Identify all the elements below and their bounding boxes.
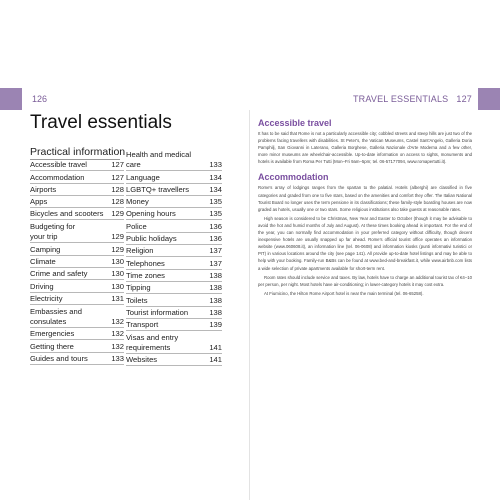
index-entry-label: Toilets — [126, 295, 148, 305]
index-entry-label: Electricity — [30, 293, 63, 303]
index-entry — [126, 196, 222, 208]
index-entry — [30, 268, 124, 280]
index-entry — [126, 150, 222, 171]
body-paragraph: It has to be said that Rome is not a particularly accessible city; cobbled streets and steep hills are just two of the problems facing travellers with disabilities. St Peter's, the Vatican Museums, Castel Sant'Angelo, Galleria Doria Pamphilj, San Giovanni in Laterano, Galleria Borghese, Galleria Nazionale d'Arte Moderna and a few other, more minor museums are wheelchair-accessible. Up-to-date information on access to sights, monuments and hotels is available from Roma Per Tutti (Mon–Fri 9am–5pm; tel. 06-57177094, www.romapertutti.it). — [258, 131, 472, 165]
index-entry — [30, 220, 124, 243]
index-entry-page: 132 — [111, 341, 124, 351]
index-entry-label: Climate — [30, 257, 56, 267]
index-entry-page: 130 — [111, 257, 124, 267]
index-entry-label: Websites — [126, 355, 158, 365]
index-entry-page: 138 — [209, 283, 222, 293]
index-entry-label: Airports — [30, 184, 57, 194]
left-page-number: 126 — [32, 94, 48, 104]
right-page-text — [258, 112, 472, 297]
index-entry — [30, 208, 124, 220]
page-gutter — [249, 110, 250, 500]
index-entry-page: 139 — [209, 320, 222, 330]
index-entry-page: 141 — [209, 355, 222, 365]
index-entry-label: Religion — [126, 246, 154, 256]
header-accent-right — [478, 88, 500, 110]
index-entry-label: Money — [126, 197, 149, 207]
index-column-2 — [126, 150, 222, 366]
index-entry-label: Accessible travel — [30, 160, 87, 170]
index-entry-page: 135 — [209, 209, 222, 219]
index-entry-page: 129 — [111, 209, 124, 219]
index-entry — [30, 353, 124, 365]
index-entry-label: Crime and safety — [30, 269, 88, 279]
index-entry-label: Guides and tours — [30, 353, 88, 363]
page-title: Travel essentials — [30, 112, 172, 133]
right-page-number: 127 — [456, 94, 472, 104]
index-entry-page: 133 — [209, 160, 222, 170]
index-entry-page: 127 — [111, 172, 124, 182]
index-entry — [30, 293, 124, 305]
index-entry-label: Driving — [30, 281, 54, 291]
index-entry-page: 138 — [209, 307, 222, 317]
index-entry — [126, 331, 222, 354]
index-entry — [30, 159, 124, 171]
index-entry — [126, 184, 222, 196]
index-entry-page: 135 — [209, 197, 222, 207]
index-entry-label: Health and medical care — [126, 150, 192, 170]
index-entry-label: Time zones — [126, 270, 165, 280]
index-entry-page: 133 — [111, 353, 124, 363]
index-entry — [30, 171, 124, 183]
index-entry — [30, 184, 124, 196]
index-entry-page: 138 — [209, 270, 222, 280]
body-paragraph: Room rates should include service and taxes. By law, hotels have to charge an additional tourist tax of €4–10 per person, per night. Most hotels have air-conditioning; in lower-category hotels it may cost extra. — [258, 274, 472, 287]
index-entry-page: 137 — [209, 258, 222, 268]
index-entry — [126, 319, 222, 331]
index-entry-label: Getting there — [30, 341, 74, 351]
body-paragraph: At Fiumicino, the Hilton Rome Airport hotel is near the main terminal (tel. 06-65258). — [264, 290, 424, 296]
index-entry-label: Police — [126, 221, 147, 231]
index-entry — [30, 256, 124, 268]
index-column-1 — [30, 159, 124, 365]
index-entry-label: Bicycles and scooters — [30, 209, 104, 219]
index-entry-label: Opening hours — [126, 209, 176, 219]
index-entry — [126, 270, 222, 282]
index-entry — [30, 305, 124, 328]
index-entry-label: Emergencies — [30, 329, 75, 339]
index-entry-page: 136 — [209, 221, 222, 231]
index-entry — [126, 208, 222, 220]
body-paragraph: High season is considered to be Christmas, New Year and Easter to October (though it may be advisable to avoid the hot and humid months of July and August). At these times booking ahead is important. For the end of the year, you can normally find accommodation in your preferred category without difficulty, though decent inexpensive hotels are usually snapped up far ahead. Rome's official tourist office operates an information website (www.060608.it), an information line (tel. 06-0608) and information kiosks (punti informativi turistici or PIT) in various locations around the city (see page 141). All provide up-to-date hotel listings and may be able to help with your booking. Family-run B&Bs can be found at www.bed-and-breakfast.it, while www.airbnb.com lists a wide selection of private apartments available for short-term rent. — [258, 215, 472, 271]
index-entry-label: Visas and entry requirements — [126, 333, 179, 353]
index-entry-page: 137 — [209, 246, 222, 256]
index-entry — [126, 294, 222, 306]
index-entry — [30, 280, 124, 292]
index-entry — [126, 307, 222, 319]
index-entry-label: Telephones — [126, 258, 165, 268]
index-entry-label: Transport — [126, 320, 159, 330]
index-entry — [30, 243, 124, 255]
index-entry — [126, 245, 222, 257]
index-entry-label: Tourist information — [126, 307, 189, 317]
index-entry — [126, 171, 222, 183]
index-entry-page: 130 — [111, 281, 124, 291]
section-heading: Accommodation — [258, 172, 329, 183]
index-entry-page: 132 — [111, 329, 124, 339]
running-title: TRAVEL ESSENTIALS — [352, 94, 449, 104]
index-entry-page: 136 — [209, 234, 222, 244]
index-entry-page: 134 — [209, 184, 222, 194]
index-entry-page: 141 — [209, 343, 222, 353]
section-heading: Accessible travel — [258, 118, 332, 128]
body-paragraph: Rome's array of lodgings ranges from the spartan to the palatial. Hotels (alberghi) are classified in five categories and graded from one to five stars, based on the amenities and comfort they offer. The Italian National Tourist Board no longer uses the term pensione in its classifications; these family-style boarding houses are now graded as hotels, usually one or two stars. Some religious institutions also take guests at reasonable rates. — [258, 185, 472, 212]
index-entry-page: 129 — [111, 232, 124, 242]
index-entry — [30, 196, 124, 208]
header-accent-left — [0, 88, 22, 110]
running-header-right — [353, 94, 472, 104]
index-entry — [126, 257, 222, 269]
index-entry — [126, 220, 222, 232]
index-entry-label: LGBTQ+ travellers — [126, 184, 190, 194]
index-entry — [30, 340, 124, 352]
index-entry-page: 138 — [209, 295, 222, 305]
index-entry-label: Public holidays — [126, 234, 177, 244]
index-entry — [126, 354, 222, 366]
index-entry-label: Camping — [30, 244, 61, 254]
index-entry-page: 130 — [111, 269, 124, 279]
index-entry-label: Language — [126, 172, 160, 182]
index-entry-page: 127 — [111, 160, 124, 170]
index-entry — [30, 328, 124, 340]
index-entry-page: 128 — [111, 197, 124, 207]
index-entry-page: 131 — [111, 293, 124, 303]
section-subtitle: Practical information — [30, 146, 126, 158]
index-entry — [126, 233, 222, 245]
index-entry-label: Tipping — [126, 283, 151, 293]
index-entry-label: Budgeting for your trip — [30, 222, 76, 242]
index-entry-page: 128 — [111, 184, 124, 194]
index-entry-page: 134 — [209, 172, 222, 182]
index-entry-page: 132 — [111, 316, 124, 326]
index-entry — [126, 282, 222, 294]
index-entry-label: Accommodation — [30, 172, 85, 182]
index-entry-label: Embassies and consulates — [30, 306, 82, 326]
index-entry-page: 129 — [111, 244, 124, 254]
index-entry-label: Apps — [30, 197, 48, 207]
